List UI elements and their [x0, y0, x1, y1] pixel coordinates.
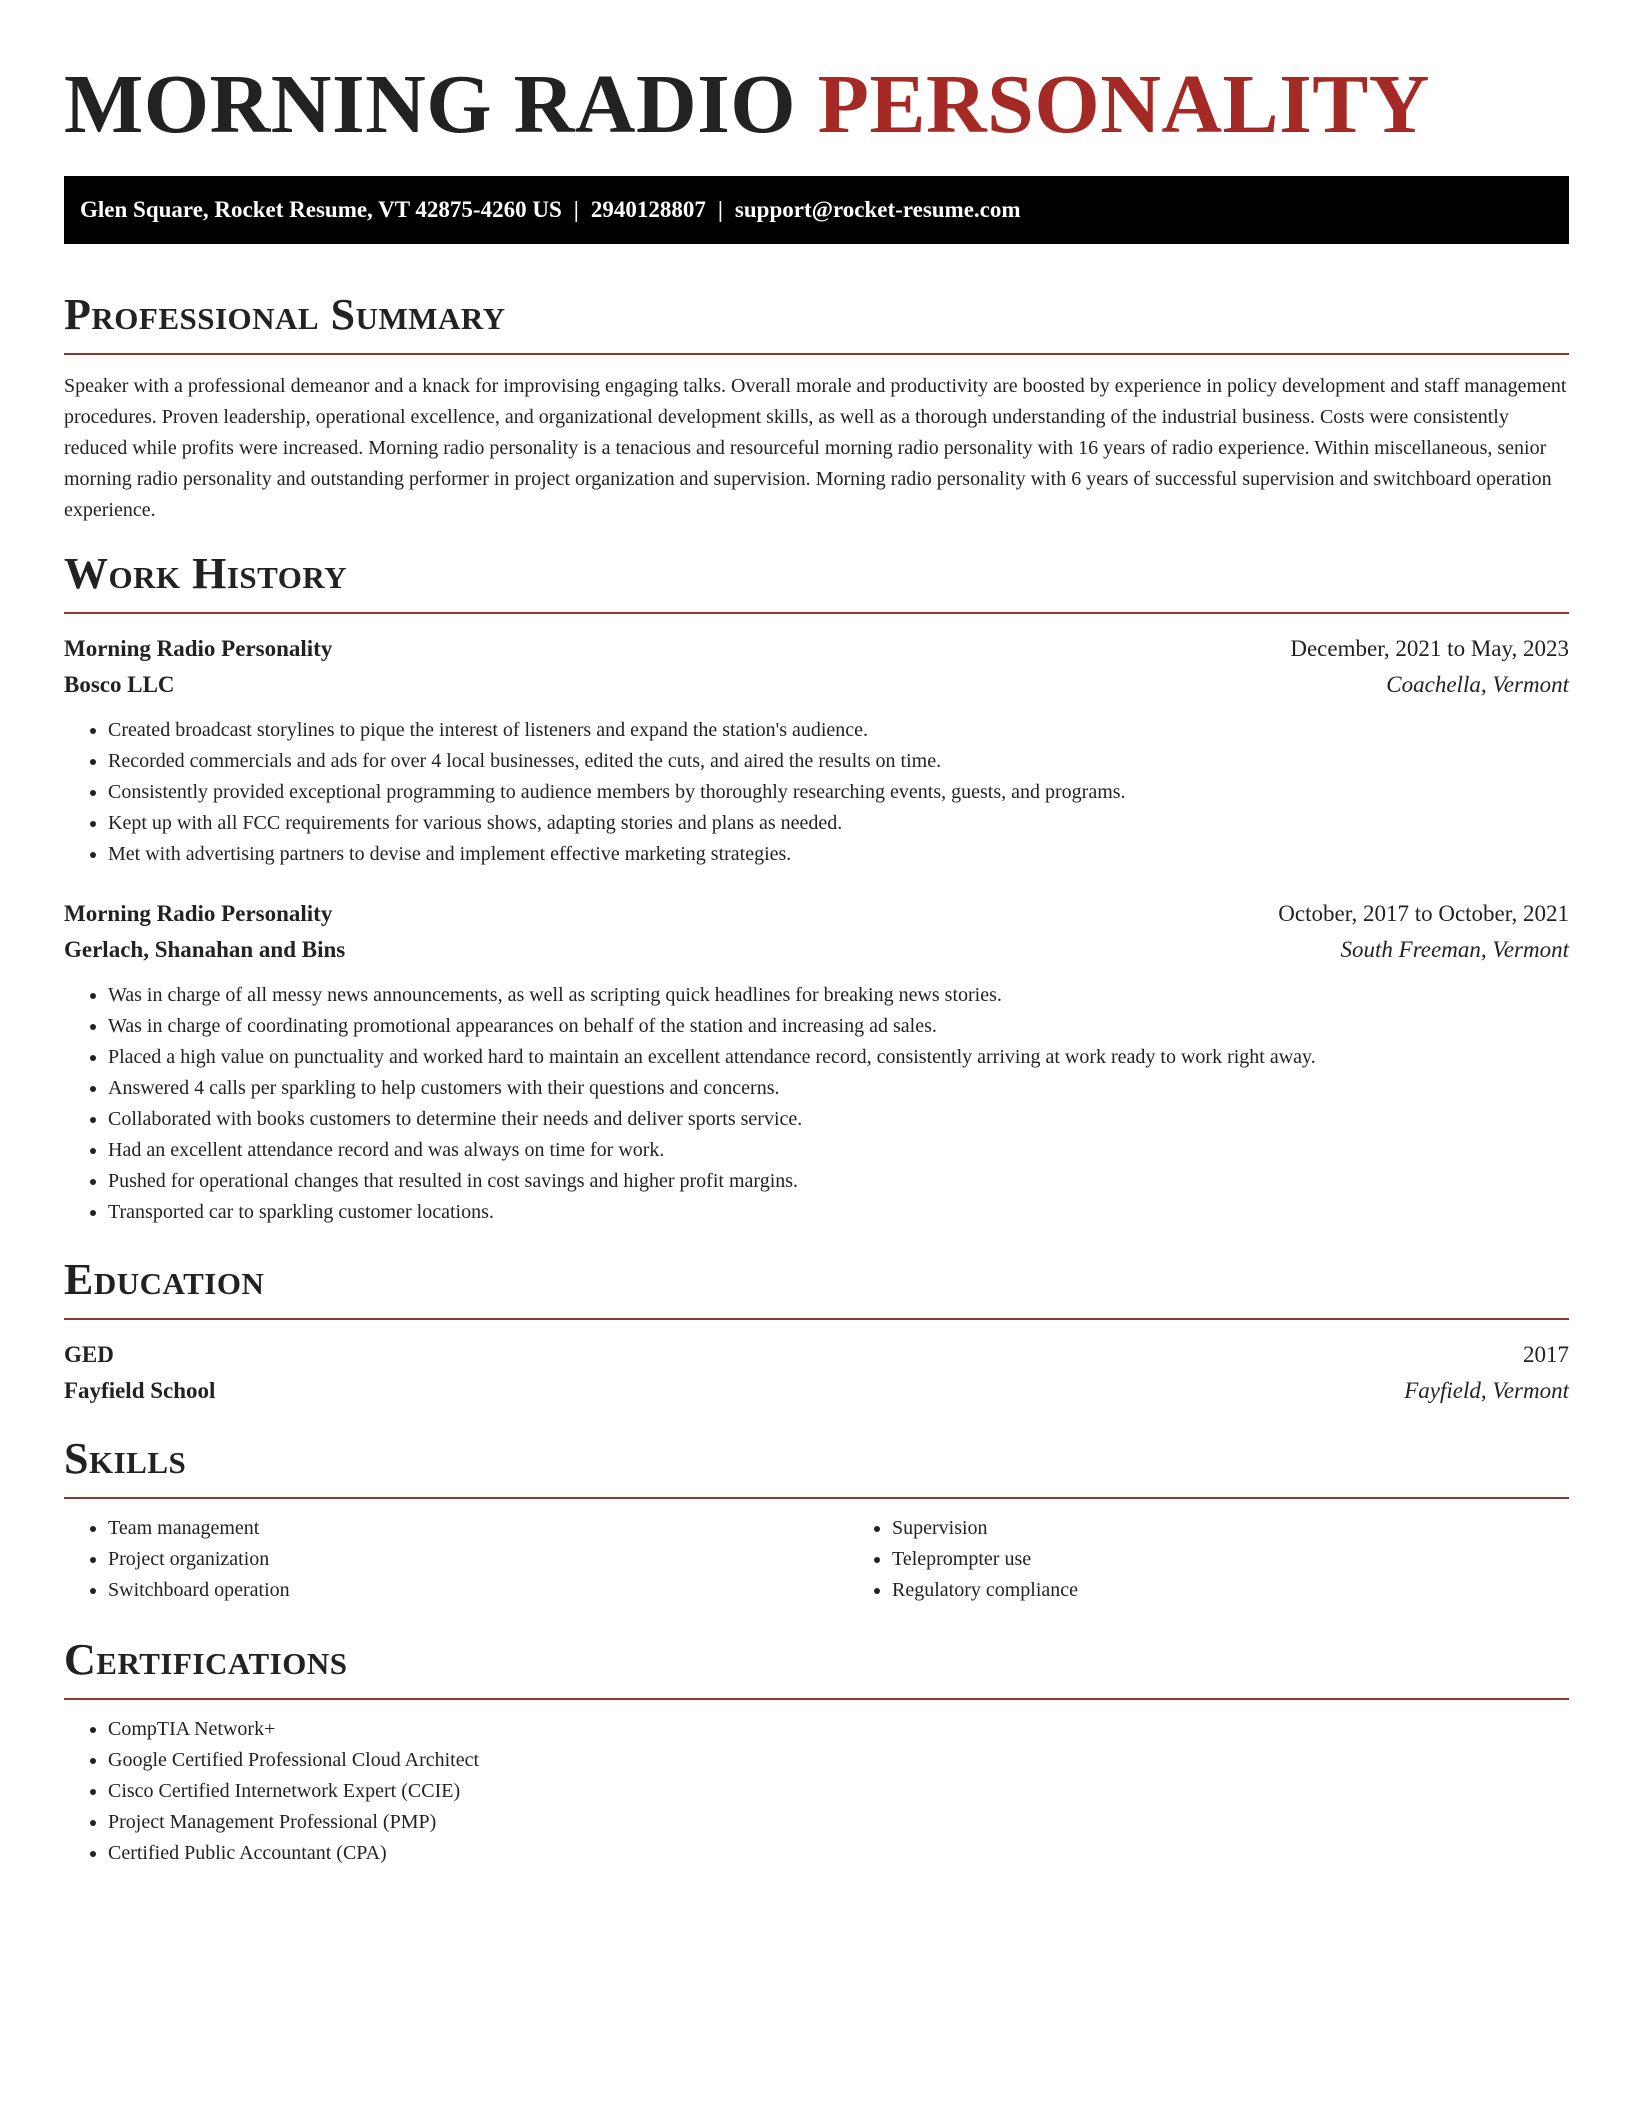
job-bullet: • Kept up with all FCC requirements for various shows, adapting stories and plans as needed. [108, 808, 1569, 839]
job-dates: October, 2017 to October, 2021 [1278, 901, 1569, 926]
job-company-row [64, 932, 1569, 968]
skills-grid [64, 1513, 1569, 1606]
education-entry [64, 1337, 1569, 1409]
job-bullet: • Was in charge of coordinating promotional appearances on behalf of the station and increasing ad sales. [108, 1011, 1569, 1042]
education-school: Fayfield School [64, 1378, 216, 1403]
skill-item: • Project organization [108, 1544, 848, 1575]
certification-item: • CompTIA Network+ [108, 1714, 1569, 1745]
education-header-row [64, 1337, 1569, 1373]
job-header-row [64, 896, 1569, 932]
job-entry [64, 631, 1569, 870]
job-bullet: • Created broadcast storylines to pique the interest of listeners and expand the station's audience. [108, 715, 1569, 746]
contact-bar [64, 176, 1569, 244]
section-divider [64, 353, 1569, 355]
skill-item: • Teleprompter use [892, 1544, 1632, 1575]
education-heading: Education [64, 1255, 265, 1304]
certifications-heading: Certifications [64, 1635, 348, 1684]
skill-item: • Regulatory compliance [892, 1575, 1632, 1606]
skills-list-right [848, 1513, 1632, 1606]
contact-email: support@rocket-resume.com [734, 197, 1021, 222]
contact-address: Glen Square, Rocket Resume, VT 42875-4260 US [80, 197, 562, 222]
certifications-list [64, 1714, 1569, 1869]
certification-item: • Certified Public Accountant (CPA) [108, 1838, 1569, 1869]
job-bullet: • Pushed for operational changes that resulted in cost savings and higher profit margins. [108, 1166, 1569, 1197]
education-degree: GED [64, 1342, 114, 1367]
contact-separator: | [573, 197, 579, 222]
job-location: Coachella, Vermont [1386, 672, 1569, 697]
job-title: Morning Radio Personality [64, 636, 333, 661]
work-history-heading: Work History [64, 549, 348, 598]
job-bullet: • Answered 4 calls per sparkling to help customers with their questions and concerns. [108, 1073, 1569, 1104]
certification-item: • Google Certified Professional Cloud Architect [108, 1745, 1569, 1776]
skill-item: • Switchboard operation [108, 1575, 848, 1606]
name-first: MORNING RADIO [64, 58, 797, 151]
job-bullet: • Met with advertising partners to devise and implement effective marketing strategies. [108, 839, 1569, 870]
job-bullet: • Recorded commercials and ads for over 4 local businesses, edited the cuts, and aired the results on time. [108, 746, 1569, 777]
skill-item: • Team management [108, 1513, 848, 1544]
job-bullet: • Had an excellent attendance record and was always on time for work. [108, 1135, 1569, 1166]
section-divider [64, 612, 1569, 614]
section-divider [64, 1497, 1569, 1499]
section-divider [64, 1698, 1569, 1700]
job-company-row [64, 667, 1569, 703]
contact-phone: 2940128807 [590, 197, 706, 222]
name-last: PERSONALITY [817, 58, 1430, 151]
job-location: South Freeman, Vermont [1340, 937, 1569, 962]
job-company: Bosco LLC [64, 672, 175, 697]
job-bullet-list [64, 715, 1569, 870]
section-divider [64, 1318, 1569, 1320]
candidate-name [64, 55, 1569, 155]
job-bullet: • Placed a high value on punctuality and worked hard to maintain an excellent attendance record, consistently arriving at work ready to work right away. [108, 1042, 1569, 1073]
education-school-row [64, 1373, 1569, 1409]
job-entry [64, 896, 1569, 1228]
job-bullet: • Consistently provided exceptional programming to audience members by thoroughly researching events, guests, and programs. [108, 777, 1569, 808]
contact-separator: | [717, 197, 723, 222]
job-title: Morning Radio Personality [64, 901, 333, 926]
job-bullet: • Was in charge of all messy news announcements, as well as scripting quick headlines for breaking news stories. [108, 980, 1569, 1011]
job-bullet-list [64, 980, 1569, 1228]
skills-list-left [64, 1513, 848, 1606]
job-bullet: • Collaborated with books customers to determine their needs and deliver sports service. [108, 1104, 1569, 1135]
education-year: 2017 [1523, 1342, 1569, 1367]
summary-text: Speaker with a professional demeanor and a knack for improvising engaging talks. Overall morale and productivity are boosted by experience in policy development and staff management procedures. Proven leadership, operational excellence, and organizational development skills, as well as a thorough understanding of the industrial business. Costs were consistently reduced while profits were increased. Morning radio personality is a tenacious and resourceful morning radio personality with 16 years of radio experience. Within miscellaneous, senior morning radio personality and outstanding performer in project organization and supervision. Morning radio personality with 6 years of successful supervision and switchboard operation experience. [64, 375, 1567, 521]
job-bullet: • Transported car to sparkling customer locations. [108, 1197, 1569, 1228]
education-location: Fayfield, Vermont [1404, 1378, 1569, 1403]
certification-item: • Project Management Professional (PMP) [108, 1807, 1569, 1838]
job-company: Gerlach, Shanahan and Bins [64, 937, 346, 962]
job-dates: December, 2021 to May, 2023 [1290, 636, 1569, 661]
certification-item: • Cisco Certified Internetwork Expert (CCIE) [108, 1776, 1569, 1807]
skill-item: • Supervision [892, 1513, 1632, 1544]
skills-heading: Skills [64, 1434, 187, 1483]
job-header-row [64, 631, 1569, 667]
summary-heading: Professional Summary [64, 290, 506, 339]
